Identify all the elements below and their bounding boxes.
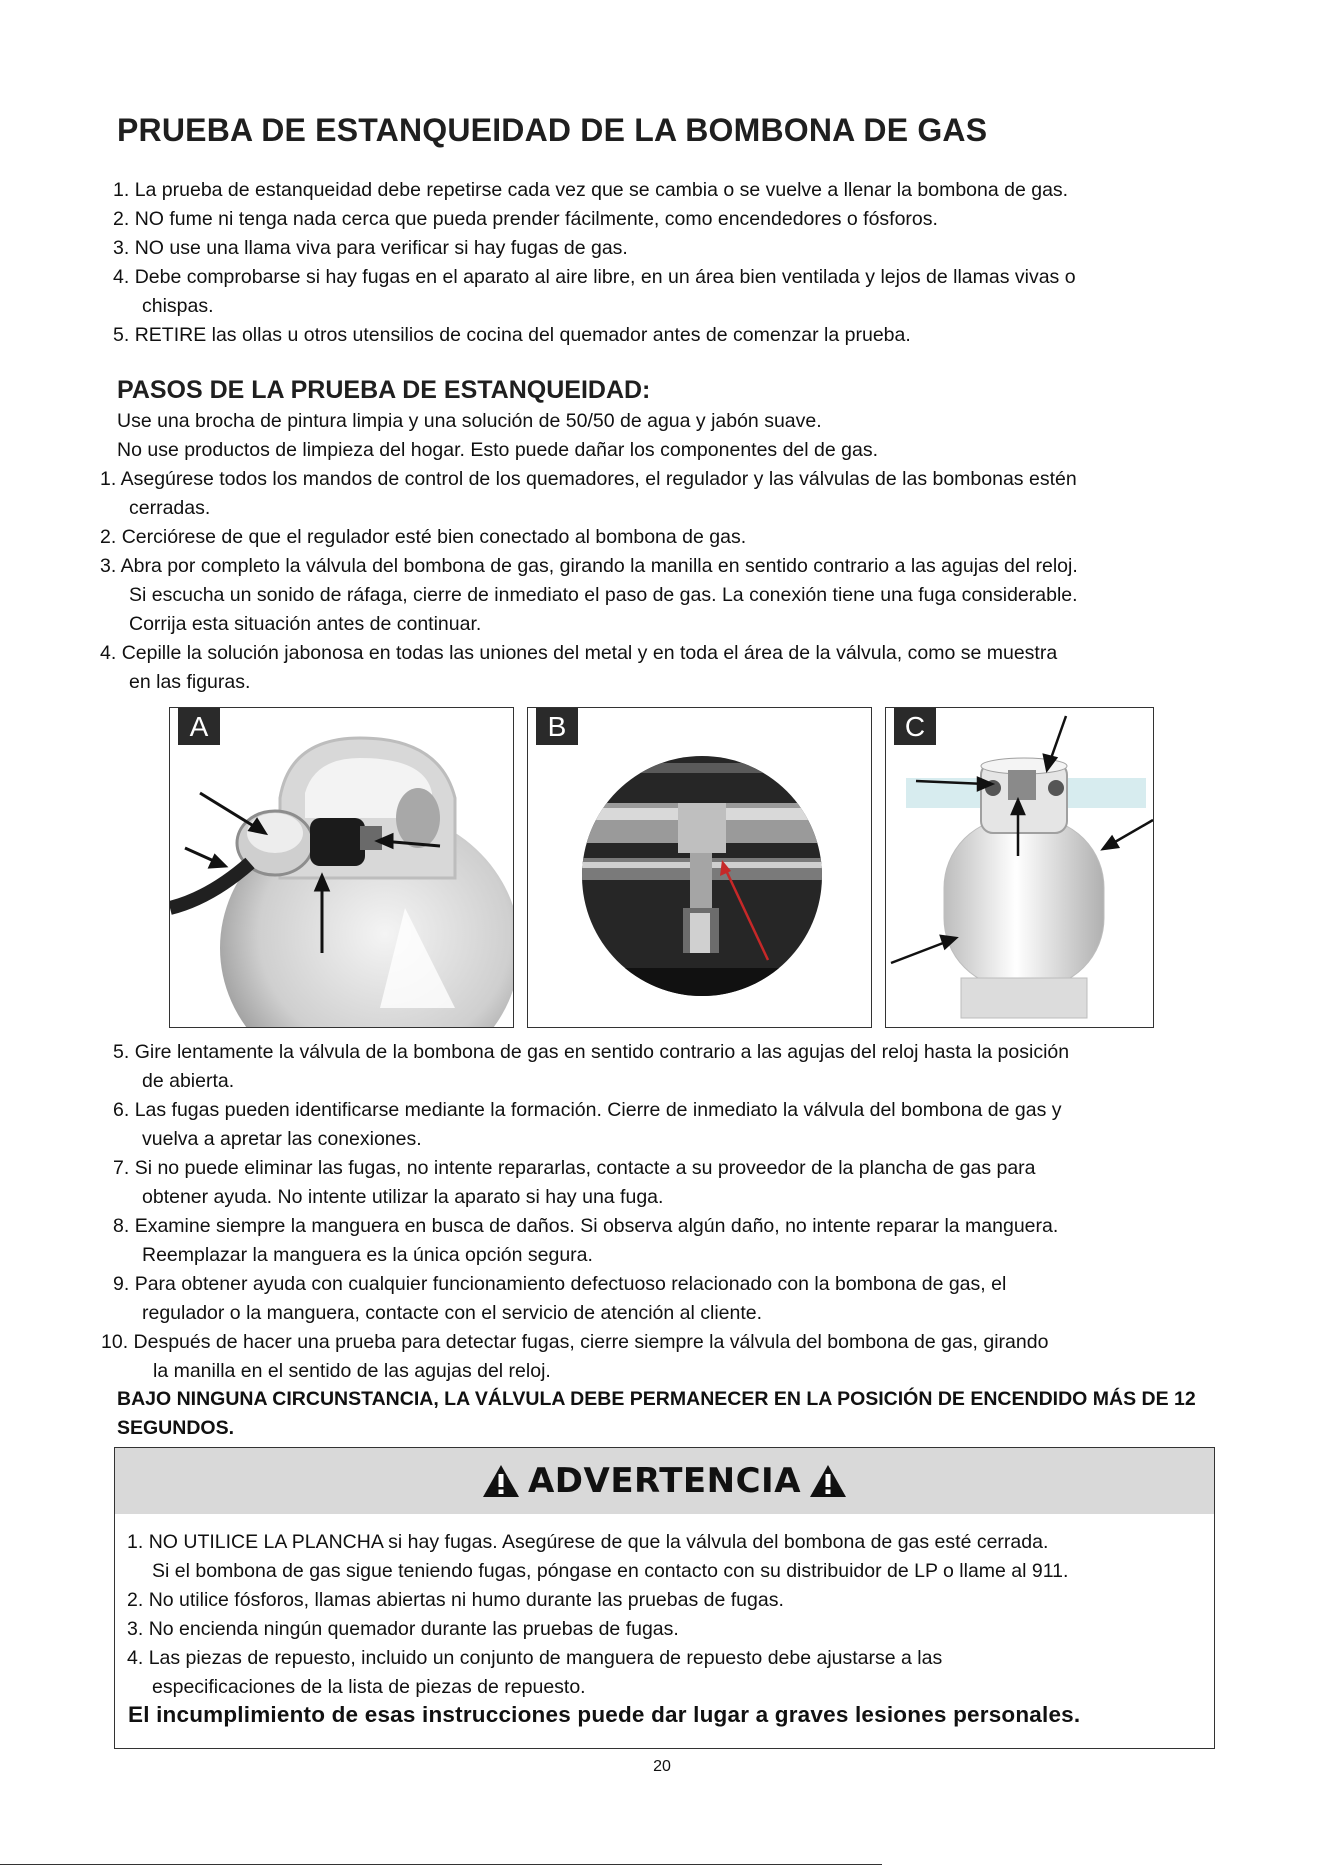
list-item: 9. Para obtener ayuda con cualquier funcionamiento defectuoso relacionado con la bombona de gas, el regulador o la manguera, contacte con el servicio de atención al cliente. [113,1273,1007,1324]
warning-box [114,1447,1215,1749]
list-item: 1. NO UTILICE LA PLANCHA si hay fugas. Asegúrese de que la válvula del bombona de gas esté cerrada. Si el bombona de gas sigue teniendo fugas, póngase en contacto con su distribuidor de LP o llame al 911. [127,1531,1069,1582]
warning-footer: El incumplimiento de esas instrucciones puede dar lugar a graves lesiones personales. [128,1702,1081,1727]
figure-label: B [536,708,578,745]
figure-b [527,707,872,1028]
figure-label: C [894,708,936,745]
warning-title: ADVERTENCIA [527,1461,802,1501]
warning-header [115,1448,1214,1514]
list-item: 7. Si no puede eliminar las fugas, no intente repararlas, contacte a su proveedor de la plancha de gas para obtener ayuda. No intente utilizar la aparato si hay una fuga. [113,1157,1036,1208]
warning-triangle-icon [482,1464,520,1498]
list-item: 2. NO fume ni tenga nada cerca que pueda prender fácilmente, como encendedores o fósforos. [113,208,938,230]
list-item: 4. Las piezas de repuesto, incluido un conjunto de manguera de repuesto debe ajustarse a las especificaciones de la lista de piezas de repuesto. [127,1647,943,1698]
list-item: 3. Abra por completo la válvula del bombona de gas, girando la manilla en sentido contrario a las agujas del reloj. Si escucha un sonido de ráfaga, cierre de inmediato el paso de gas. La conexión tiene una fuga considerable. Corrija esta situación antes de continuar. [100,555,1078,635]
steps-list-b [101,1038,1273,1386]
steps-intro-1: Use una brocha de pintura limpia y una solución de 50/50 de agua y jabón suave. [117,410,822,432]
list-item: 1. Asegúrese todos los mandos de control de los quemadores, el regulador y las válvulas de las bombonas estén cerradas. [100,468,1077,519]
bottom-rule [0,1864,882,1865]
steps-intro-2: No use productos de limpieza del hogar. Esto puede dañar los componentes del de gas. [117,439,878,461]
list-item: 4. Debe comprobarse si hay fugas en el aparato al aire libre, en un área bien ventilada y lejos de llamas vivas o chispas. [113,266,1076,317]
list-item: 8. Examine siempre la manguera en busca de daños. Si observa algún daño, no intente reparar la manguera. Reemplazar la manguera es la única opción segura. [113,1215,1059,1266]
intro-list [113,176,1253,350]
steps-title: PASOS DE LA PRUEBA DE ESTANQUEIDAD: [117,376,651,404]
page-title: PRUEBA DE ESTANQUEIDAD DE LA BOMBONA DE GAS [117,112,988,148]
list-item: 5. RETIRE las ollas u otros utensilios de cocina del quemador antes de comenzar la prueba. [113,324,911,346]
gas-tank-valve-illustration [170,708,513,1027]
list-item: 2. No utilice fósforos, llamas abiertas ni humo durante las pruebas de fugas. [127,1589,784,1611]
list-item: 6. Las fugas pueden identificarse mediante la formación. Cierre de inmediato la válvula del bombona de gas y vuelva a apretar las conexiones. [113,1099,1062,1150]
list-item: 5. Gire lentamente la válvula de la bombona de gas en sentido contrario a las agujas del reloj hasta la posición de abierta. [113,1041,1070,1092]
propane-tank-illustration [886,708,1153,1027]
list-item: 2. Cerciórese de que el regulador esté bien conectado al bombona de gas. [100,526,747,548]
warning-list [127,1528,1207,1702]
warning-triangle-icon [809,1464,847,1498]
page-number: 20 [653,1758,671,1775]
figure-c [885,707,1154,1028]
list-item: 4. Cepille la solución jabonosa en todas las uniones del metal y en toda el área de la válvula, como se muestra en las figuras. [100,642,1058,693]
list-item: 10. Después de hacer una prueba para detectar fugas, cierre siempre la válvula del bombona de gas, girando la manilla en el sentido de las agujas del reloj. [101,1331,1049,1382]
list-item: 3. NO use una llama viva para verificar si hay fugas de gas. [113,237,628,259]
bold-warning: BAJO NINGUNA CIRCUNSTANCIA, LA VÁLVULA DEBE PERMANECER EN LA POSICIÓN DE ENCENDIDO MÁS DE 12 SEGUNDOS. [117,1388,1196,1439]
steps-list-a [100,465,1260,697]
list-item: 1. La prueba de estanqueidad debe repetirse cada vez que se cambia o se vuelve a llenar la bombona de gas. [113,179,1069,201]
list-item: 3. No encienda ningún quemador durante las pruebas de fugas. [127,1618,679,1640]
figure-a [169,707,514,1028]
burner-valve-closeup-illustration [528,708,871,1027]
figure-label: A [178,708,220,745]
